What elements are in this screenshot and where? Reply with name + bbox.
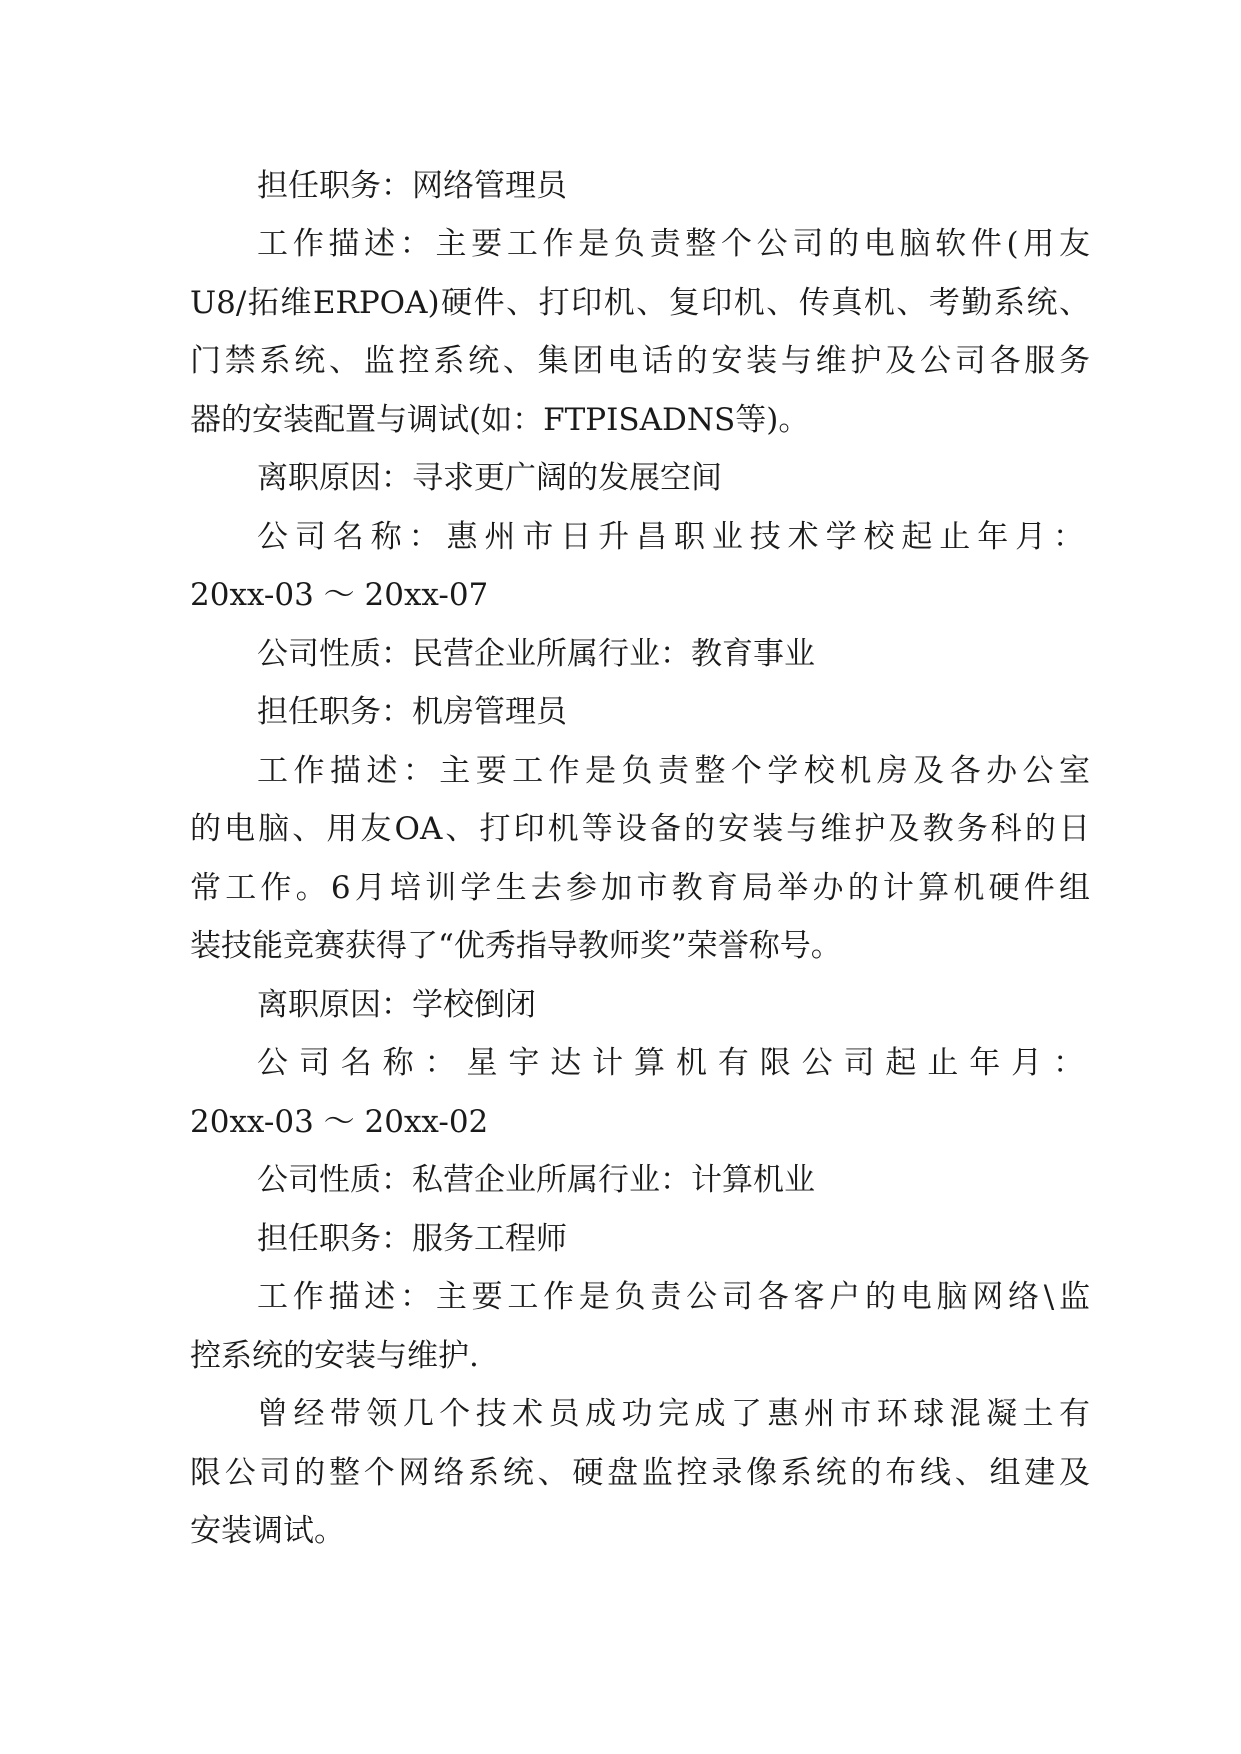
text-line: 门禁系统、监控系统、集团电话的安装与维护及公司各服务 [190,343,1090,379]
text-line: 担任职务：服务工程师 [257,1221,567,1257]
text-line: 公司性质：私营企业所属行业：计算机业 [257,1162,815,1198]
text-line: 常工作。6月培训学生去参加市教育局举办的计算机硬件组 [190,870,1090,906]
text-line: 20xx-03 ～ 20xx-02 [190,1104,489,1140]
text-line: 担任职务：网络管理员 [257,168,567,204]
text-line: 工作描述：主要工作是负责公司各客户的电脑网络\监 [257,1279,1090,1315]
text-line: 控系统的安装与维护. [190,1338,479,1374]
text-line: 工作描述：主要工作是负责整个公司的电脑软件(用友 [257,226,1090,262]
text-line: 限公司的整个网络系统、硬盘监控录像系统的布线、组建及 [190,1455,1090,1491]
text-line: 装技能竞赛获得了“优秀指导教师奖”荣誉称号。 [190,928,842,964]
text-line: 离职原因：寻求更广阔的发展空间 [257,460,722,496]
text-line: 公司名称：星宇达计算机有限公司起止年月： [257,1045,1090,1081]
text-line: 曾经带领几个技术员成功完成了惠州市环球混凝土有 [257,1396,1090,1432]
text-line: 工作描述：主要工作是负责整个学校机房及各办公室 [257,753,1090,789]
text-line: 的电脑、用友OA、打印机等设备的安装与维护及教务科的日 [190,811,1090,847]
text-line: 公司名称：惠州市日升昌职业技术学校起止年月： [257,519,1090,555]
text-line: 安装调试。 [190,1513,345,1549]
text-line: 担任职务：机房管理员 [257,694,567,730]
text-line: 20xx-03 ～ 20xx-07 [190,577,489,613]
text-line: 离职原因：学校倒闭 [257,987,536,1023]
text-line: 器的安装配置与调试(如：FTPISADNS等)。 [190,402,810,438]
text-line: U8/拓维ERPOA)硬件、打印机、复印机、传真机、考勤系统、 [190,285,1090,321]
text-line: 公司性质：民营企业所属行业：教育事业 [257,636,815,672]
